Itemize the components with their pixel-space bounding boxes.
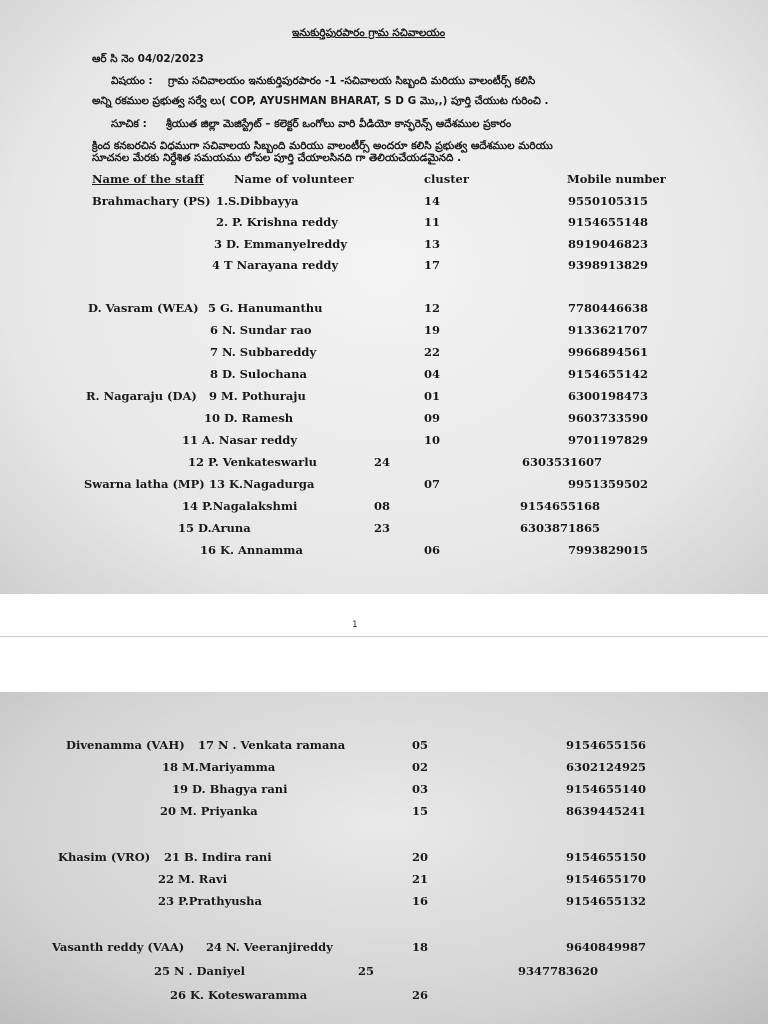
volunteer-name: 17 N . Venkata ramana (198, 738, 346, 752)
cluster-number: 19 (424, 323, 441, 337)
cluster-number: 18 (412, 940, 429, 954)
cluster-number: 01 (424, 389, 441, 403)
volunteer-name: 7 N. Subbareddy (210, 345, 317, 359)
cluster-number: 21 (412, 872, 429, 886)
page-gap (0, 594, 768, 692)
mobile-number: 9133621707 (568, 323, 649, 337)
volunteer-name: 9 M. Pothuraju (209, 389, 306, 403)
volunteer-name: 21 B. Indira rani (164, 850, 272, 864)
cluster-number: 07 (424, 477, 441, 491)
volunteer-name: 5 G. Hanumanthu (208, 301, 323, 315)
volunteer-name: 6 N. Sundar rao (210, 323, 312, 337)
mobile-number: 7780446638 (568, 301, 649, 315)
mobile-number: 9154655142 (568, 367, 649, 381)
staff-name: Brahmachary (PS) (92, 194, 211, 208)
mobile-number: 6303531607 (522, 455, 603, 469)
office-title: ఇనుకుర్తిపురపారం గ్రామ సచివాలయం (292, 27, 446, 39)
column-header-staff: Name of the staff (92, 172, 204, 186)
cluster-number: 09 (424, 411, 441, 425)
cluster-number: 24 (374, 455, 391, 469)
subject-line-1: గ్రామ సచివాలయం ఇనుకుర్తిపురపారం -1 -సచివాలయ సిబ్బంది మరియు వాలంటీర్స్ కలిసి (168, 75, 536, 87)
mobile-number: 9966894561 (568, 345, 649, 359)
volunteer-name: 25 N . Daniyel (154, 964, 246, 978)
volunteer-name: 15 D.Aruna (178, 521, 251, 535)
staff-name: Khasim (VRO) (58, 850, 151, 864)
volunteer-name: 16 K. Annamma (200, 543, 303, 557)
subject-label: విషయం : (111, 75, 153, 87)
volunteer-name: 19 D. Bhagya rani (172, 782, 288, 796)
volunteer-name: 26 K. Koteswaramma (170, 988, 308, 1002)
reference-label: సూచిక : (111, 118, 147, 130)
mobile-number: 8639445241 (566, 804, 647, 818)
column-header-volunteer: Name of volunteer (234, 172, 354, 186)
cluster-number: 11 (424, 215, 441, 229)
cluster-number: 25 (358, 964, 375, 978)
staff-name: Divenamma (VAH) (66, 738, 185, 752)
subject-line-2: అన్ని రకముల ప్రభుత్వ సర్వే లు( COP, AYUSHMAN BHARAT, S D G మొ,,) పూర్తి చేయుట గురించి . (92, 95, 549, 107)
cluster-number: 14 (424, 194, 441, 208)
cluster-number: 12 (424, 301, 441, 315)
volunteer-name: 10 D. Ramesh (204, 411, 294, 425)
mobile-number: 9550105315 (568, 194, 649, 208)
volunteer-name: 24 N. Veeranjireddy (206, 940, 333, 954)
volunteer-name: 20 M. Priyanka (160, 804, 258, 818)
volunteer-name: 13 K.Nagadurga (209, 477, 315, 491)
cluster-number: 13 (424, 237, 441, 251)
page-divider (0, 636, 768, 637)
mobile-number: 9154655170 (566, 872, 647, 886)
mobile-number: 9347783620 (518, 964, 599, 978)
cluster-number: 03 (412, 782, 429, 796)
page-number: 1 (352, 620, 358, 630)
cluster-number: 26 (412, 988, 429, 1002)
reference-number: ఆర్ సి నెం 04/02/2023 (92, 53, 204, 65)
cluster-number: 15 (412, 804, 429, 818)
volunteer-name: 8 D. Sulochana (210, 367, 307, 381)
volunteer-name: 23 P.Prathyusha (158, 894, 262, 908)
cluster-number: 08 (374, 499, 391, 513)
mobile-number: 9154655140 (566, 782, 647, 796)
cluster-number: 22 (424, 345, 441, 359)
mobile-number: 9154655148 (568, 215, 649, 229)
staff-name: R. Nagaraju (DA) (86, 389, 197, 403)
staff-name: Vasanth reddy (VAA) (52, 940, 185, 954)
mobile-number: 9640849987 (566, 940, 647, 954)
reference-text: శ్రీయుత జిల్లా మెజిస్ట్రేట్ – కలెక్టర్ ఒంగోలు వారి వీడియో కాన్ఫరెన్స్ ఆదేశముల ప్రకారం (166, 118, 512, 130)
column-header-cluster: cluster (424, 172, 469, 186)
body-line-1: క్రింద కనబరచిన విధముగా సచివాలయ సిబ్బంది మరియు వాలంటీర్స్ అందరూ కలిసి ప్రభుత్వ ఆదేశముల మరియు (92, 140, 553, 152)
mobile-number: 6300198473 (568, 389, 649, 403)
mobile-number: 9154655132 (566, 894, 647, 908)
cluster-number: 16 (412, 894, 429, 908)
cluster-number: 04 (424, 367, 441, 381)
mobile-number: 9603733590 (568, 411, 649, 425)
staff-name: Swarna latha (MP) (84, 477, 205, 491)
mobile-number: 9951359502 (568, 477, 649, 491)
staff-name: D. Vasram (WEA) (88, 301, 199, 315)
mobile-number: 9398913829 (568, 258, 649, 272)
document-page-2 (0, 692, 768, 1024)
mobile-number: 6302124925 (566, 760, 647, 774)
cluster-number: 02 (412, 760, 429, 774)
mobile-number: 9154655168 (520, 499, 601, 513)
mobile-number: 9154655156 (566, 738, 647, 752)
mobile-number: 9701197829 (568, 433, 649, 447)
volunteer-name: 22 M. Ravi (158, 872, 228, 886)
cluster-number: 20 (412, 850, 429, 864)
volunteer-name: 18 M.Mariyamma (162, 760, 276, 774)
mobile-number: 9154655150 (566, 850, 647, 864)
volunteer-name: 1.S.Dibbayya (216, 194, 299, 208)
volunteer-name: 11 A. Nasar reddy (182, 433, 298, 447)
cluster-number: 17 (424, 258, 441, 272)
mobile-number: 8919046823 (568, 237, 649, 251)
volunteer-name: 14 P.Nagalakshmi (182, 499, 298, 513)
volunteer-name: 2. P. Krishna reddy (216, 215, 338, 229)
column-header-mobile: Mobile number (567, 172, 666, 186)
cluster-number: 06 (424, 543, 441, 557)
body-line-2: సూచనల మేరకు నిర్దేశిత సమయము లోపల పూర్తి చేయాలసినది గా తెలియచేయడమైనది . (92, 152, 462, 164)
cluster-number: 10 (424, 433, 441, 447)
cluster-number: 05 (412, 738, 429, 752)
cluster-number: 23 (374, 521, 391, 535)
mobile-number: 7993829015 (568, 543, 649, 557)
volunteer-name: 12 P. Venkateswarlu (188, 455, 317, 469)
volunteer-name: 3 D. Emmanyelreddy (214, 237, 347, 251)
volunteer-name: 4 T Narayana reddy (212, 258, 339, 272)
mobile-number: 6303871865 (520, 521, 601, 535)
